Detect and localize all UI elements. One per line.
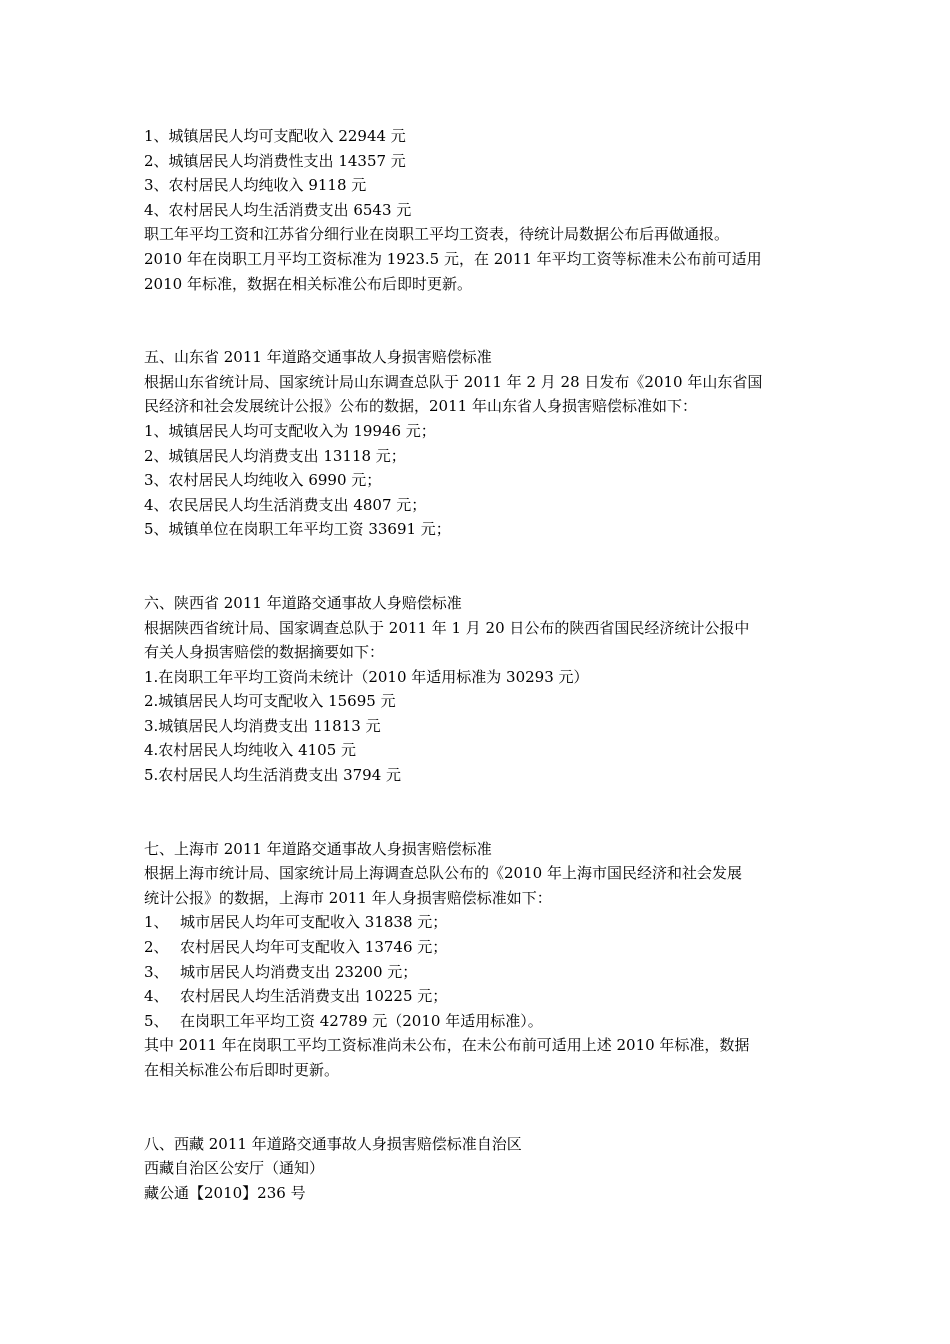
list-item-text: 农村居民人均生活消费支出 10225 元； [180,987,448,1006]
paragraph-line: 2010 年在岗职工月平均工资标准为 1923.5 元，在 2011 年平均工资等标准未公布前可适用 [144,249,762,268]
paragraph-line: 职工年平均工资和江苏省分细行业在岗职工平均工资表，待统计局数据公布后再做通报。 [144,225,730,244]
list-item: 2.城镇居民人均可支配收入 15695 元 [144,692,396,711]
section-8-tibet [144,1132,814,1206]
section-7-shanghai [144,837,814,1083]
list-item-text: 农村居民人均年可支配收入 13746 元； [180,938,448,957]
list-item [144,910,814,935]
list-item-number: 4、 [144,987,169,1006]
paragraph-line: 有关人身损害赔偿的数据摘要如下： [144,643,385,662]
section-4-content [144,124,814,296]
paragraph-line: 在相关标准公布后即时更新。 [144,1061,340,1079]
document-page [144,124,814,1205]
spacer [144,788,814,837]
paragraph-line: 2010 年标准，数据在相关标准公布后即时更新。 [144,274,472,293]
list-item [144,960,814,985]
spacer [144,542,814,591]
section-heading: 六、陕西省 2011 年道路交通事故人身赔偿标准 [144,593,462,612]
section-heading: 七、上海市 2011 年道路交通事故人身损害赔偿标准 [144,839,492,858]
list-item-number: 1、 [144,913,169,932]
spacer [144,296,814,345]
list-item: 3、农村居民人均纯收入 9118 元 [144,176,367,195]
list-item [144,984,814,1009]
list-item-number: 5、 [144,1011,169,1030]
paragraph-line: 根据山东省统计局、国家统计局山东调查总队于 2011 年 2 月 28 日发布《2010 年山东省国 [144,372,763,391]
list-item [144,935,814,960]
list-item: 2、城镇居民人均消费支出 13118 元； [144,446,406,465]
section-heading: 五、山东省 2011 年道路交通事故人身损害赔偿标准 [144,348,492,367]
paragraph-line: 统计公报》的数据，上海市 2011 年人身损害赔偿标准如下： [144,888,552,907]
paragraph-line: 民经济和社会发展统计公报》公布的数据，2011 年山东省人身损害赔偿标准如下： [144,397,697,416]
list-item: 5、城镇单位在岗职工年平均工资 33691 元； [144,520,451,539]
list-item: 2、城镇居民人均消费性支出 14357 元 [144,151,406,170]
list-item-number: 2、 [144,938,169,957]
list-item-number: 3、 [144,962,169,981]
list-item: 4.农村居民人均纯收入 4105 元 [144,741,357,760]
list-item: 3、农村居民人均纯收入 6990 元； [144,471,382,490]
list-item-text: 在岗职工年平均工资 42789 元（2010 年适用标准）。 [180,1011,543,1030]
list-item-text: 城市居民人均年可支配收入 31838 元； [180,913,448,932]
paragraph-line: 根据上海市统计局、国家统计局上海调查总队公布的《2010 年上海市国民经济和社会发展 [144,864,742,883]
section-6-shaanxi [144,591,814,788]
section-5-shandong [144,345,814,542]
list-item: 1.在岗职工年平均工资尚未统计（2010 年适用标准为 30293 元） [144,667,589,686]
list-item: 3.城镇居民人均消费支出 11813 元 [144,716,381,735]
paragraph-line: 其中 2011 年在岗职工平均工资标准尚未公布，在未公布前可适用上述 2010 年标准，数据 [144,1036,750,1055]
spacer [144,1083,814,1132]
list-item: 5.农村居民人均生活消费支出 3794 元 [144,766,402,785]
list-item-text: 城市居民人均消费支出 23200 元； [180,962,418,981]
paragraph-line: 藏公通【2010】236 号 [144,1183,306,1202]
list-item: 1、城镇居民人均可支配收入为 19946 元； [144,421,436,440]
paragraph-line: 根据陕西省统计局、国家调查总队于 2011 年 1 月 20 日公布的陕西省国民经济统计公报中 [144,618,750,637]
list-item: 4、农村居民人均生活消费支出 6543 元 [144,200,412,219]
list-item: 1、城镇居民人均可支配收入 22944 元 [144,127,406,145]
paragraph-line: 西藏自治区公安厅（通知） [144,1159,325,1178]
list-item [144,1009,814,1034]
section-heading: 八、西藏 2011 年道路交通事故人身损害赔偿标准自治区 [144,1134,522,1153]
list-item: 4、农民居民人均生活消费支出 4807 元； [144,495,427,514]
